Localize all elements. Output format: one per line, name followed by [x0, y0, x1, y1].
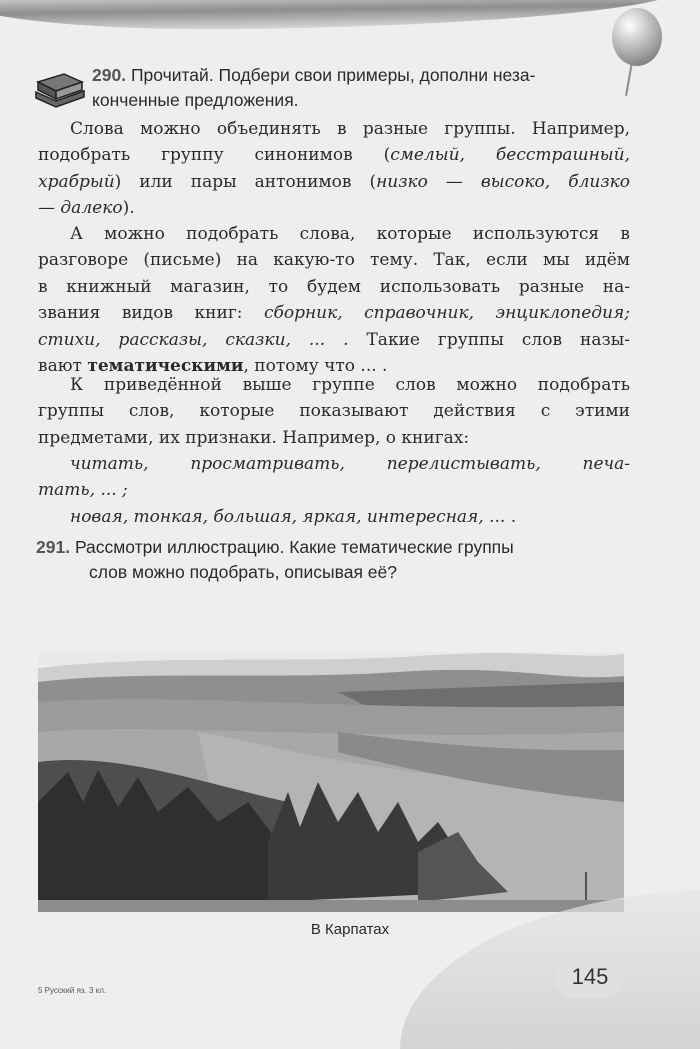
task-instruction: Прочитай. Подбери свои примеры, дополни неза-: [130, 65, 536, 85]
task-instruction-cont: конченные предложения.: [92, 90, 299, 110]
text-line: вают тематическими, потому что ... .: [38, 356, 388, 377]
task-number: 291.: [36, 537, 71, 557]
examples-block: [38, 451, 630, 530]
carpathians-landscape-photo: [38, 652, 624, 912]
text-line: К приведённой выше группе слов можно подобрать: [70, 375, 630, 395]
footer-decoration: [400, 889, 700, 1049]
task-instruction: Рассмотри иллюстрацию. Какие тематические группы: [74, 537, 514, 557]
header-decoration: [0, 0, 680, 33]
paragraph-1: [38, 116, 630, 222]
task-instruction-cont: слов можно подобрать, описывая её?: [89, 562, 397, 582]
book-stack-icon: [34, 68, 86, 108]
text-line: — далеко).: [38, 198, 135, 219]
text-line: предметами, их признаки. Например, о книгах:: [38, 427, 470, 448]
task-number: 290.: [92, 65, 127, 85]
printer-signature: 5 Русский яз. 3 кл.: [38, 986, 107, 995]
example-line: читать, просматривать, перелистывать, печа-: [70, 454, 630, 474]
text-line: храбрый) или пары антонимов (низко — высоко, близко: [38, 171, 630, 192]
text-line: в книжный магазин, то будем использовать разные на-: [38, 276, 630, 297]
photo-caption: В Карпатах: [310, 921, 390, 938]
paragraph-2: [38, 221, 630, 379]
bold-term: тематическими: [87, 356, 244, 377]
text-line: подобрать группу синонимов (смелый, бесстрашный,: [38, 145, 630, 166]
text-line: разговоре (письме) на какую-то тему. Так, если мы идём: [38, 250, 630, 271]
example-line: новая, тонкая, большая, яркая, интересная, ... .: [70, 506, 517, 527]
text-line: стихи, рассказы, сказки, ... . Такие группы слов назы-: [38, 329, 630, 350]
task-290-heading: [92, 63, 632, 113]
task-291-heading: [36, 535, 636, 585]
paragraph-3: [38, 372, 630, 451]
text-line: Слова можно объединять в разные группы. Например,: [70, 119, 630, 139]
text-line: звания видов книг: сборник, справочник, энциклопедия;: [38, 303, 631, 324]
page-number: 145: [555, 956, 625, 998]
text-line: группы слов, которые показывают действия с этими: [38, 401, 630, 422]
balloon-icon: [612, 8, 662, 66]
text-line: А можно подобрать слова, которые используются в: [70, 224, 630, 244]
example-line: тать, ... ;: [38, 480, 128, 501]
